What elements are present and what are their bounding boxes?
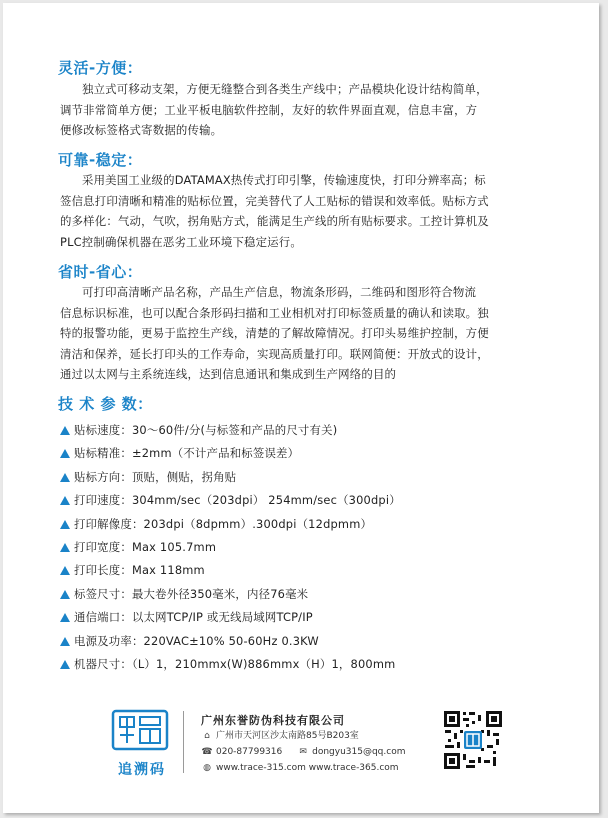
triangle-bullet-icon xyxy=(60,660,70,669)
triangle-bullet-icon xyxy=(60,637,70,646)
body-line: 通过以太网与主系统连线，达到信息通讯和集成到生产网络的目的 xyxy=(60,367,397,381)
email-link[interactable]: dongyu315@qq.com xyxy=(312,747,406,757)
logo-text: 追溯码 xyxy=(118,762,166,778)
triangle-bullet-icon xyxy=(60,520,70,529)
section-body-reliable xyxy=(60,170,560,252)
body-line: 清洁和保养，延长打印头的工作寿命，实现高质量打印。联网简便：开放式的设计， xyxy=(60,346,489,361)
spec-item: 通信端口：以太网TCP/IP 或无线局域网TCP/IP xyxy=(60,606,560,629)
body-line: PLC控制确保机器在恶劣工业环境下稳定运行。 xyxy=(60,234,302,249)
qr-code-icon xyxy=(443,710,503,770)
spec-item: 贴标方向：顶贴，侧贴，拐角贴 xyxy=(60,466,560,489)
globe-icon: ◍ xyxy=(203,763,211,773)
body-line: 特的报警功能，更易于监控生产线，清楚的了解故障情况。打印头易维护控制，方便 xyxy=(60,326,489,340)
triangle-bullet-icon xyxy=(60,590,70,599)
specs-list xyxy=(60,419,560,676)
section-title-timesaving: 省时-省心： xyxy=(58,263,143,281)
body-line: 调节非常简单方便；工业平板电脑软件控制，友好的软件界面直观，信息丰富，方 xyxy=(60,102,478,117)
body-line: 可打印高清晰产品名称，产品生产信息，物流条形码，二维码和图形符合物流 xyxy=(82,285,477,299)
spec-item: 打印宽度：Max 105.7mm xyxy=(60,536,560,559)
triangle-bullet-icon xyxy=(60,543,70,552)
body-line: 信息标识标准，也可以配合条形码扫描和工业相机对打印标签质量的确认和读取。独 xyxy=(60,305,489,320)
section-title-flexible: 灵活-方便： xyxy=(58,59,143,77)
triangle-bullet-icon xyxy=(60,449,70,458)
spec-item: 电源及功率：220VAC±10% 50-60Hz 0.3KW xyxy=(60,630,560,653)
spec-item: 标签尺寸：最大卷外径350毫米，内径76毫米 xyxy=(60,583,560,606)
logo-mark-icon xyxy=(111,709,169,751)
specs-title: 技 术 参 数： xyxy=(58,395,153,413)
triangle-bullet-icon xyxy=(60,473,70,482)
mail-icon: ✉ xyxy=(299,747,307,757)
spec-item: 贴标速度：30～60件/分(与标签和产品的尺寸有关) xyxy=(60,419,560,442)
address-line: ⌂ 广州市天河区沙太南路85号B203室 xyxy=(201,729,359,743)
triangle-bullet-icon xyxy=(60,613,70,622)
triangle-bullet-icon xyxy=(60,496,70,505)
body-line: 独立式可移动支架，方便无缝整合到各类生产线中；产品模块化设计结构简单， xyxy=(82,82,488,96)
website-line xyxy=(201,761,399,775)
body-line: 采用美国工业级的DATAMAX热传式打印引擎，传输速度快，打印分辨率高；标 xyxy=(82,173,486,187)
section-title-reliable: 可靠-稳定： xyxy=(58,151,143,169)
body-line: 签信息打印清晰和精准的贴标位置，完美替代了人工贴标的错误和效率低。贴标方式 xyxy=(60,193,489,208)
spec-item: 打印速度：304mm/sec（203dpi） 254mm/sec（300dpi） xyxy=(60,489,560,512)
triangle-bullet-icon xyxy=(60,566,70,575)
body-line: 的多样化：气动，气吹，拐角贴方式，能满足生产线的所有贴标要求。工控计算机及 xyxy=(60,214,489,228)
phone-icon: ☎ xyxy=(201,747,213,757)
triangle-bullet-icon xyxy=(60,426,70,435)
website-links[interactable]: www.trace-315.com www.trace-365.com xyxy=(216,763,399,773)
spec-item: 机器尺寸：（L）1，210mmx(W)886mmx（H）1，800mm xyxy=(60,653,560,676)
body-line: 便修改标签格式寄数据的传输。 xyxy=(60,123,223,137)
brand-logo xyxy=(109,709,175,779)
spec-item: 打印解像度：203dpi（8dpmm）.300dpi（12dpmm） xyxy=(60,513,560,536)
spec-item: 贴标精准：±2mm（不计产品和标签误差） xyxy=(60,442,560,465)
brochure-page xyxy=(3,3,599,813)
contact-line: ☎ 020-87799316 ✉ dongyu315@qq.com xyxy=(201,747,406,757)
company-name: 广州东誉防伪科技有限公司 xyxy=(201,714,345,727)
home-icon: ⌂ xyxy=(204,731,210,741)
section-body-timesaving xyxy=(60,282,560,385)
spec-item: 打印长度：Max 118mm xyxy=(60,559,560,582)
footer-divider xyxy=(183,711,184,773)
section-body-flexible xyxy=(60,79,560,141)
